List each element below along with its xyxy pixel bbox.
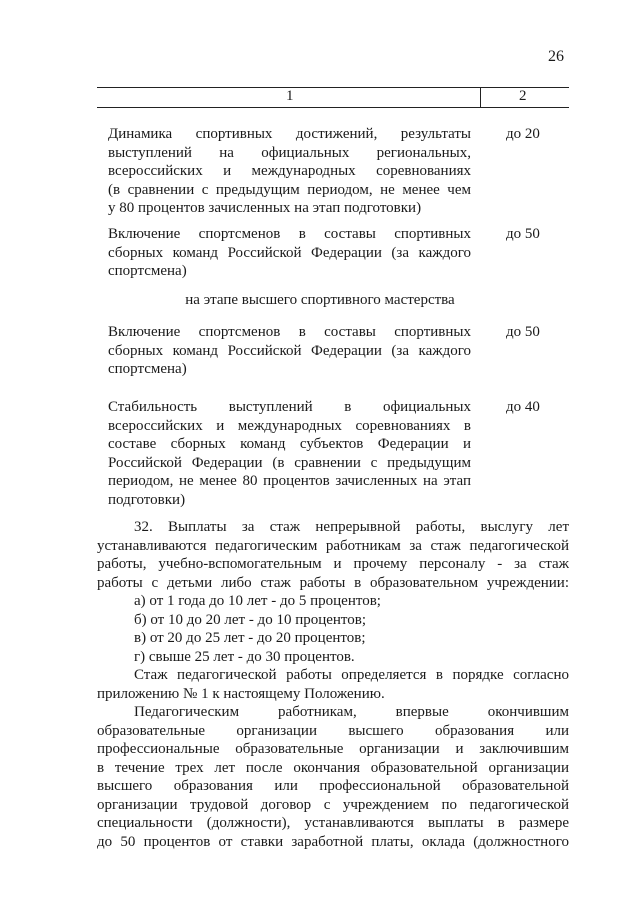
text-line: 32. Выплаты за стаж непрерывной работы, выслугу лет <box>134 519 569 535</box>
text-line: работы, учебно-вспомогательным и прочему персоналу - за стаж <box>97 556 569 572</box>
text-line: Динамика спортивных достижений, результаты <box>108 126 471 142</box>
table-header-top-rule <box>97 87 569 88</box>
list-item: б) от 10 до 20 лет - до 10 процентов; <box>134 611 367 628</box>
text-line: спортсмена) <box>108 263 187 279</box>
table-header-col-1: 1 <box>286 88 294 104</box>
page-number: 26 <box>548 48 564 65</box>
text-line: Стаж педагогической работы определяется в порядке согласно <box>134 667 569 683</box>
text-line: Педагогическим работникам, впервые окончившим <box>134 704 569 720</box>
text-line: до 50 процентов от ставки заработной платы, оклада (должностного <box>97 833 569 850</box>
text-line: Включение спортсменов в составы спортивных <box>108 226 471 242</box>
table-row-value: до 40 <box>506 399 540 415</box>
paragraph-graduates <box>97 703 569 851</box>
text-line: специальности (должности), устанавливаются выплаты в размере <box>97 815 569 831</box>
text-line: всероссийских и международных соревнованиях <box>108 163 471 179</box>
text-line: Российской Федерации (в сравнении с предыдущим <box>108 454 471 471</box>
text-line: у 80 процентов зачисленных на этап подготовки) <box>108 200 422 216</box>
text-line: высшего образования или профессиональной образовательной <box>97 778 569 794</box>
table-row-criterion <box>108 125 471 218</box>
table-row-criterion <box>108 323 471 379</box>
text-line: устанавливаются педагогическим работникам за стаж педагогической <box>97 537 569 554</box>
text-line: (в сравнении с предыдущим периодом, не менее чем <box>108 181 471 198</box>
table-header-col-2: 2 <box>519 88 527 104</box>
text-line: спортсмена) <box>108 361 187 377</box>
text-line: выступлений на официальных региональных, <box>108 144 471 161</box>
paragraph-32 <box>97 518 569 666</box>
text-line: сборных команд Российской Федерации (за каждого <box>108 342 471 359</box>
stage-heading: на этапе высшего спортивного мастерства <box>185 292 455 308</box>
text-line: всероссийских и международных соревнованиях в <box>108 417 471 434</box>
text-line: в течение трех лет после окончания образовательной организации <box>97 759 569 776</box>
text-line: образовательные организации высшего образования или <box>97 722 569 739</box>
list-item: г) свыше 25 лет - до 30 процентов. <box>134 648 355 665</box>
table-row-criterion <box>108 398 471 509</box>
table-header-divider <box>480 87 481 107</box>
text-line: Включение спортсменов в составы спортивных <box>108 324 471 340</box>
text-line: Стабильность выступлений в официальных <box>108 399 471 415</box>
text-line: профессиональные образовательные организации и заключившим <box>97 741 569 757</box>
table-header-bottom-rule <box>97 107 569 108</box>
text-line: сборных команд Российской Федерации (за каждого <box>108 244 471 261</box>
table-row-criterion <box>108 225 471 281</box>
text-line: организации трудовой договор с учреждением по педагогической <box>97 796 569 813</box>
text-line: подготовки) <box>108 491 186 508</box>
list-item: в) от 20 до 25 лет - до 20 процентов; <box>134 630 366 646</box>
text-line: составе сборных команд субъектов Федерации и <box>108 436 471 452</box>
table-row-value: до 50 <box>506 226 540 242</box>
table-row-value: до 50 <box>506 324 540 340</box>
text-line: периодом, не менее 80 процентов зачисленных на этап <box>108 473 471 489</box>
text-line: приложению № 1 к настоящему Положению. <box>97 685 385 702</box>
table-row-value: до 20 <box>506 126 540 142</box>
text-line: работы с детьми либо стаж работы в образовательном учреждении: <box>97 574 569 591</box>
list-item: а) от 1 года до 10 лет - до 5 процентов; <box>134 593 381 609</box>
paragraph-teaching-experience <box>97 666 569 703</box>
